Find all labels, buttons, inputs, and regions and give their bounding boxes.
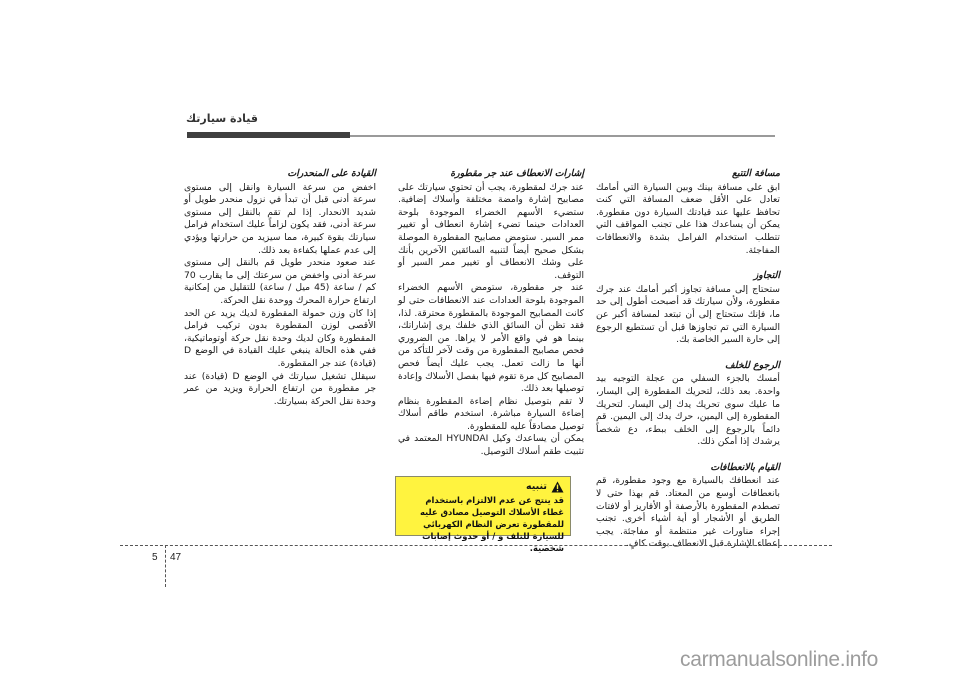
paragraph: سيقلل تشغيل سيارتك في الوضع D (قيادة) عند جر مقطورة من ارتفاع الحرارة ويزيد من عمر وحدة نقل الحركة بسيارتك. — [184, 370, 376, 407]
paragraph: ابق على مسافة بينك وبين السيارة التي أمامك تعادل على الأقل ضعف المسافة التي كنت تحافظ عليها عند قيادتك السيارة دون مقطورة. يمكن أن يساعدك هذا على تجنب المواقف التي تتطلب استخدام الفرامل بشدة والانعطافات المفاجئة. — [596, 181, 780, 256]
page-header-title: قيادة سيارتك — [186, 112, 258, 125]
paragraph: لا تقم بتوصيل نظام إضاءة المقطورة بنظام إضاءة السيارة مباشرة. استخدم طاقم أسلاك توصيل مصادقاً عليه للمقطورة. — [398, 395, 584, 432]
section-turn-signals — [398, 168, 584, 459]
section-passing — [596, 270, 780, 347]
header-bar-dark — [187, 132, 350, 138]
footer-vertical-divider — [165, 545, 166, 587]
page-number: 47 — [170, 552, 182, 563]
section-following-distance — [596, 168, 780, 257]
section-heading: القيام بالانعطافات — [710, 461, 780, 473]
paragraph: يمكن أن يساعدك وكيل HYUNDAI المعتمد في تثبيت طقم أسلاك التوصيل. — [398, 433, 584, 458]
column-left — [184, 168, 376, 421]
paragraph: عند انعطافك بالسيارة مع وجود مقطورة، قم بانعطافات أوسع من المعتاد. قم بهذا حتى لا تصطدم المقطورة بالأرصفة أو الأفاريز أو لافتات الطريق أو الأشجار أو أية أشياء أخرى. تجنب إجراء مناورات غير منتظمة أو مفاجئة. يجب إعطاء الإشارة قبل الانعطاف بوقت كافٍ. — [596, 475, 780, 550]
warning-triangle-icon — [551, 481, 564, 493]
column-right — [596, 168, 780, 564]
section-heading: الرجوع للخلف — [725, 359, 780, 371]
section-backing-up — [596, 360, 780, 449]
paragraph: اخفض من سرعة السيارة وانقل إلى مستوى سرعة أدنى قبل أن تبدأ في نزول منحدر طويل أو شديد الانحدار. إذا لم تقم بالنقل إلى مستوى سرعة أدنى، فقد يكون لزاماً عليك استخدام فرامل سيارتك بقوة كبيرة، مما سيزيد من حرارتها ويؤدي إلى عدم عملها بكفاءة بعد ذلك. — [184, 181, 376, 256]
paragraph: عند صعود منحدر طويل قم بالنقل إلى مستوى سرعة أدنى واخفض من سرعتك إلى ما يقارب 70 كم / ساعة (45 ميل / ساعة) للتقليل من إمكانية ارتفاع حرارة المحرك ووحدة نقل الحركة. — [184, 257, 376, 306]
section-turning — [596, 462, 780, 551]
header-bar-line — [350, 135, 775, 137]
section-heading: القيادة على المنحدرات — [287, 168, 376, 179]
section-heading: إشارات الانعطاف عند جر مقطورة — [450, 168, 584, 179]
section-heading: مسافة التتبع — [732, 168, 780, 179]
paragraph: إذا كان وزن حمولة المقطورة لديك يزيد عن الحد الأقصى لوزن المقطورة بدون تركيب فرامل المقطورة وكان لديك وحدة نقل حركة أوتوماتيكية، ففي هذه الحالة ينبغي عليك القيادة في الوضع D (قيادة) عند جر المقطورة. — [184, 307, 376, 369]
watermark: carmanualsonline.info — [680, 648, 878, 671]
paragraph: ستحتاج إلى مسافة تجاوز أكبر أمامك عند جرك مقطورة، ولأن سيارتك قد أصبحت أطول إلى حد ما، فإنك ستحتاج إلى أن تبتعد لمسافة أكبر عن السيارة التي تم تجاوزها قبل أن تستطيع الرجوع إلى حارة السير الخاصة بك. — [596, 283, 780, 346]
caution-box — [395, 476, 571, 553]
footer-divider — [120, 545, 832, 546]
section-hills — [184, 168, 376, 408]
paragraph: عند جرك لمقطورة، يجب أن تحتوي سيارتك على مصابيح إشارة وامضة مختلفة وأسلاك إضافية. ستضيء الأسهم الخضراء الموجودة بلوحة العدادات حينما تضيء إشارة انعطاف أو تغيير ممر السير. ستومض مصابيح المقطورة الموصلة بشكل صحيح أيضاً لتنبيه السائقين الآخرين بأنك على وشك الانعطاف أو تغيير ممر السير أو التوقف. — [398, 181, 584, 281]
chapter-number: 5 — [152, 552, 158, 563]
paragraph: أمسك بالجزء السفلي من عجلة التوجيه بيد واحدة. بعد ذلك، لتحريك المقطورة إلى اليسار، ما عليك سوى تحريك يدك إلى اليسار. لتحريك المقطورة إلى اليمين، حرك يدك إلى اليمين. قم دائماً بالرجوع إلى الخلف ببطء، دع شخصاً يرشدك إذا أمكن ذلك. — [596, 373, 780, 448]
paragraph: عند جر مقطورة، ستومض الأسهم الخضراء الموجودة بلوحة العدادات عند الانعطافات حتى لو كانت المصابيح الموجودة بالمقطورة محترقة. لذا، فقد تظن أن السائق الذي خلفك يرى إشاراتك، بينما هو في واقع الأمر لا يراها. من الضروري فحص مصابيح المقطورة من وقت لآخر للتأكد من أنها ما زالت تعمل. يجب عليك أيضاً فحص المصابيح كل مرة تقوم فيها بفصل الأسلاك وإعادة توصيلها بعد ذلك. — [398, 282, 584, 395]
caution-title: تنبيه — [526, 481, 547, 492]
caution-text: قد ينتج عن عدم الالتزام باستخدام غطاء الأسلاك التوصيل مصادق عليه للمقطورة تعرض النظام الكهربائي للسيارة للتلف و / أو حدوث إصابات شخصية. — [419, 495, 564, 553]
caution-header — [402, 481, 564, 493]
column-middle — [398, 168, 584, 472]
section-heading: التجاوز — [753, 270, 780, 282]
